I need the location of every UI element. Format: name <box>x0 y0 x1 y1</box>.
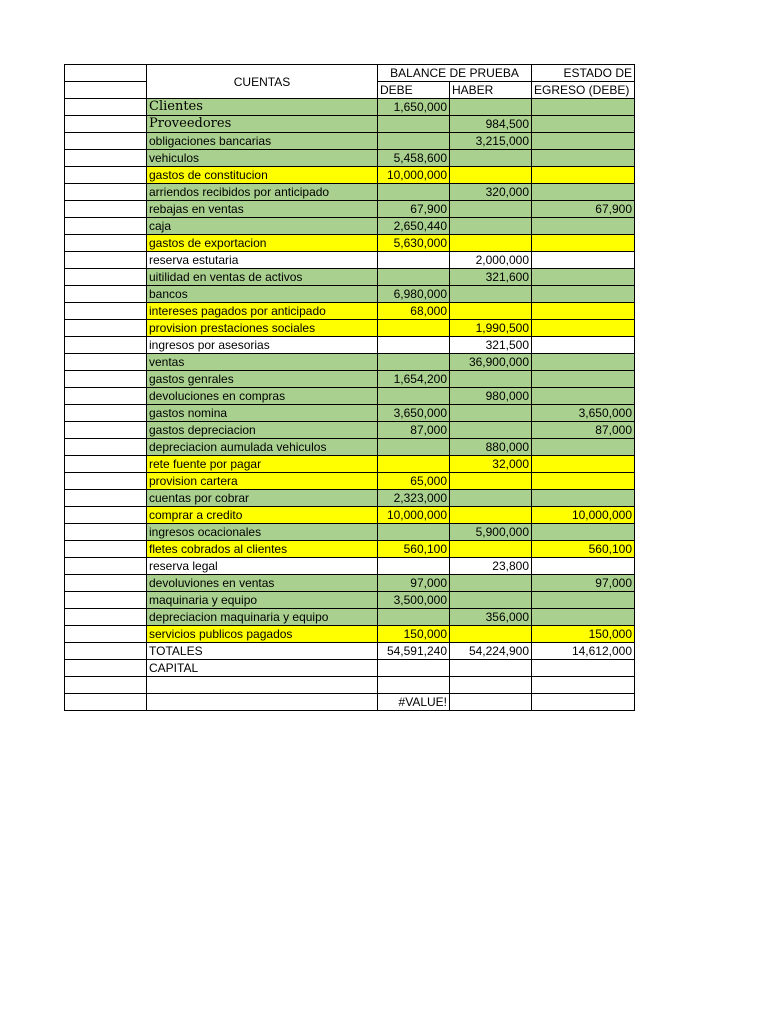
haber-cell[interactable]: 320,000 <box>450 184 532 201</box>
egreso-cell[interactable]: 10,000,000 <box>532 507 635 524</box>
cuenta-cell[interactable]: rete fuente por pagar <box>147 456 378 473</box>
haber-cell[interactable] <box>450 473 532 490</box>
cell-blank[interactable] <box>378 660 450 677</box>
cell-blank[interactable] <box>65 150 147 167</box>
egreso-cell[interactable] <box>532 524 635 541</box>
error-row <box>65 694 635 711</box>
debe-cell[interactable]: 150,000 <box>378 626 450 643</box>
haber-cell[interactable]: 321,600 <box>450 269 532 286</box>
cell-blank[interactable] <box>450 694 532 711</box>
egreso-cell[interactable] <box>532 167 635 184</box>
cuenta-cell[interactable]: caja <box>147 218 378 235</box>
cuenta-cell[interactable]: reserva estutaria <box>147 252 378 269</box>
table-row <box>65 354 635 371</box>
table-row <box>65 422 635 439</box>
table-row <box>65 252 635 269</box>
debe-cell[interactable]: 6,980,000 <box>378 286 450 303</box>
cuenta-cell[interactable]: gastos depreciacion <box>147 422 378 439</box>
table-row <box>65 218 635 235</box>
egreso-cell[interactable] <box>532 337 635 354</box>
cell-blank[interactable] <box>65 558 147 575</box>
cell-blank[interactable] <box>65 184 147 201</box>
cell-blank[interactable] <box>65 439 147 456</box>
cell-blank[interactable] <box>65 337 147 354</box>
header-row-1 <box>65 65 635 82</box>
cell-blank[interactable] <box>65 99 147 116</box>
cell-blank[interactable] <box>65 269 147 286</box>
debe-cell[interactable] <box>378 439 450 456</box>
debe-cell[interactable]: 67,900 <box>378 201 450 218</box>
cell-blank[interactable] <box>65 592 147 609</box>
debe-cell[interactable]: 1,654,200 <box>378 371 450 388</box>
debe-cell[interactable]: 2,323,000 <box>378 490 450 507</box>
debe-cell[interactable]: 3,650,000 <box>378 405 450 422</box>
debe-cell[interactable]: 97,000 <box>378 575 450 592</box>
cell-blank[interactable] <box>65 405 147 422</box>
egreso-cell[interactable]: 67,900 <box>532 201 635 218</box>
table-row <box>65 575 635 592</box>
haber-cell[interactable]: 356,000 <box>450 609 532 626</box>
table-row <box>65 201 635 218</box>
cell-blank[interactable] <box>65 473 147 490</box>
cuenta-cell[interactable]: ventas <box>147 354 378 371</box>
cuenta-cell[interactable]: depreciacion maquinaria y equipo <box>147 609 378 626</box>
cell-blank[interactable] <box>65 490 147 507</box>
egreso-cell[interactable] <box>532 116 635 133</box>
cell-blank[interactable] <box>65 133 147 150</box>
table-row <box>65 116 635 133</box>
cell-blank[interactable] <box>65 422 147 439</box>
debe-cell[interactable]: 10,000,000 <box>378 507 450 524</box>
capital-row <box>65 660 635 677</box>
haber-cell[interactable] <box>450 371 532 388</box>
table-row <box>65 133 635 150</box>
haber-cell[interactable] <box>450 167 532 184</box>
egreso-cell[interactable] <box>532 252 635 269</box>
egreso-cell[interactable] <box>532 218 635 235</box>
cuenta-cell[interactable]: depreciacion aumulada vehiculos <box>147 439 378 456</box>
cell-blank[interactable] <box>65 218 147 235</box>
debe-cell[interactable] <box>378 252 450 269</box>
debe-cell[interactable]: 5,630,000 <box>378 235 450 252</box>
egreso-cell[interactable]: 150,000 <box>532 626 635 643</box>
haber-cell[interactable] <box>450 626 532 643</box>
totals-label[interactable]: TOTALES <box>147 643 378 660</box>
egreso-cell[interactable] <box>532 235 635 252</box>
egreso-cell[interactable]: 97,000 <box>532 575 635 592</box>
table-row <box>65 320 635 337</box>
debe-cell[interactable]: 68,000 <box>378 303 450 320</box>
haber-cell[interactable]: 880,000 <box>450 439 532 456</box>
egreso-cell[interactable] <box>532 371 635 388</box>
debe-cell[interactable]: 87,000 <box>378 422 450 439</box>
egreso-cell[interactable] <box>532 133 635 150</box>
table-row <box>65 524 635 541</box>
cuenta-cell[interactable]: reserva legal <box>147 558 378 575</box>
table-row <box>65 558 635 575</box>
header-balance-de-prueba[interactable]: BALANCE DE PRUEBA <box>378 65 532 82</box>
cell-blank[interactable] <box>65 524 147 541</box>
haber-cell[interactable] <box>450 150 532 167</box>
egreso-cell[interactable] <box>532 99 635 116</box>
table-row <box>65 303 635 320</box>
egreso-cell[interactable]: 87,000 <box>532 422 635 439</box>
cell-blank[interactable] <box>65 456 147 473</box>
haber-cell[interactable]: 36,900,000 <box>450 354 532 371</box>
cuenta-cell[interactable]: uitilidad en ventas de activos <box>147 269 378 286</box>
cell-blank[interactable] <box>65 65 147 82</box>
table-row <box>65 473 635 490</box>
haber-cell[interactable] <box>450 592 532 609</box>
cell-blank[interactable] <box>532 694 635 711</box>
cell-blank[interactable] <box>450 660 532 677</box>
cuenta-cell[interactable]: gastos de constitucion <box>147 167 378 184</box>
haber-cell[interactable]: 3,215,000 <box>450 133 532 150</box>
cell-blank[interactable] <box>65 575 147 592</box>
cuenta-cell[interactable]: vehiculos <box>147 150 378 167</box>
cell-blank[interactable] <box>65 116 147 133</box>
debe-cell[interactable] <box>378 524 450 541</box>
table-row <box>65 609 635 626</box>
haber-cell[interactable] <box>450 405 532 422</box>
table-row <box>65 456 635 473</box>
egreso-cell[interactable] <box>532 609 635 626</box>
empty-row <box>65 677 635 694</box>
debe-cell[interactable] <box>378 116 450 133</box>
cell-blank[interactable] <box>532 677 635 694</box>
cuenta-cell[interactable]: gastos nomina <box>147 405 378 422</box>
table-row <box>65 150 635 167</box>
cuenta-cell[interactable]: ingresos ocacionales <box>147 524 378 541</box>
debe-cell[interactable] <box>378 388 450 405</box>
cuenta-cell[interactable]: devoluviones en ventas <box>147 575 378 592</box>
cell-blank[interactable] <box>65 541 147 558</box>
debe-cell[interactable]: 65,000 <box>378 473 450 490</box>
debe-cell[interactable]: 10,000,000 <box>378 167 450 184</box>
cell-blank[interactable] <box>65 252 147 269</box>
egreso-cell[interactable] <box>532 286 635 303</box>
egreso-cell[interactable] <box>532 558 635 575</box>
totals-debe[interactable]: 54,591,240 <box>378 643 450 660</box>
cell-blank[interactable] <box>65 235 147 252</box>
cuenta-cell[interactable]: rebajas en ventas <box>147 201 378 218</box>
haber-cell[interactable]: 980,000 <box>450 388 532 405</box>
egreso-cell[interactable] <box>532 354 635 371</box>
totals-egreso[interactable]: 14,612,000 <box>532 643 635 660</box>
haber-cell[interactable] <box>450 490 532 507</box>
cell-blank[interactable] <box>65 643 147 660</box>
cell-blank[interactable] <box>65 507 147 524</box>
cuenta-cell[interactable]: devoluciones en compras <box>147 388 378 405</box>
table-row <box>65 286 635 303</box>
egreso-cell[interactable] <box>532 184 635 201</box>
cell-blank[interactable] <box>65 354 147 371</box>
table-row <box>65 371 635 388</box>
cell-blank[interactable] <box>65 303 147 320</box>
debe-cell[interactable] <box>378 609 450 626</box>
cuenta-cell[interactable]: obligaciones bancarias <box>147 133 378 150</box>
egreso-cell[interactable]: 3,650,000 <box>532 405 635 422</box>
error-value-cell[interactable]: #VALUE! <box>378 694 450 711</box>
haber-cell[interactable]: 984,500 <box>450 116 532 133</box>
debe-cell[interactable]: 3,500,000 <box>378 592 450 609</box>
haber-cell[interactable] <box>450 286 532 303</box>
table-row <box>65 592 635 609</box>
haber-cell[interactable]: 32,000 <box>450 456 532 473</box>
cuenta-cell[interactable]: servicios publicos pagados <box>147 626 378 643</box>
haber-cell[interactable]: 5,900,000 <box>450 524 532 541</box>
cell-blank[interactable] <box>65 694 147 711</box>
debe-cell[interactable] <box>378 184 450 201</box>
debe-cell[interactable] <box>378 337 450 354</box>
totals-row <box>65 643 635 660</box>
cuenta-cell[interactable]: ingresos por asesorias <box>147 337 378 354</box>
cuenta-cell[interactable]: Proveedores <box>147 116 378 133</box>
cell-blank[interactable] <box>65 388 147 405</box>
haber-cell[interactable] <box>450 99 532 116</box>
spreadsheet-table <box>64 64 635 711</box>
debe-cell[interactable]: 560,100 <box>378 541 450 558</box>
haber-cell[interactable] <box>450 218 532 235</box>
cuenta-cell[interactable]: maquinaria y equipo <box>147 592 378 609</box>
egreso-cell[interactable] <box>532 490 635 507</box>
debe-cell[interactable] <box>378 558 450 575</box>
header-egreso-debe[interactable]: EGRESO (DEBE) <box>532 82 635 99</box>
table-row <box>65 269 635 286</box>
cell-blank[interactable] <box>450 677 532 694</box>
table-row <box>65 99 635 116</box>
cell-blank[interactable] <box>65 201 147 218</box>
cell-blank[interactable] <box>65 626 147 643</box>
cell-blank[interactable] <box>65 609 147 626</box>
cuenta-cell[interactable]: comprar a credito <box>147 507 378 524</box>
cell-blank[interactable] <box>65 320 147 337</box>
table-row <box>65 626 635 643</box>
debe-cell[interactable] <box>378 354 450 371</box>
haber-cell[interactable] <box>450 235 532 252</box>
table-row <box>65 388 635 405</box>
cell-blank[interactable] <box>65 660 147 677</box>
capital-label[interactable]: CAPITAL <box>147 660 378 677</box>
header-estado-de[interactable]: ESTADO DE <box>532 65 635 82</box>
cuenta-cell[interactable]: arriendos recibidos por anticipado <box>147 184 378 201</box>
egreso-cell[interactable] <box>532 303 635 320</box>
cuenta-cell[interactable]: provision cartera <box>147 473 378 490</box>
table-row <box>65 184 635 201</box>
haber-cell[interactable] <box>450 303 532 320</box>
egreso-cell[interactable] <box>532 320 635 337</box>
header-debe[interactable]: DEBE <box>378 82 450 99</box>
table-row <box>65 490 635 507</box>
table-row <box>65 541 635 558</box>
table-row <box>65 405 635 422</box>
cell-blank[interactable] <box>65 167 147 184</box>
header-cuentas[interactable]: CUENTAS <box>147 65 378 99</box>
haber-cell[interactable] <box>450 507 532 524</box>
egreso-cell[interactable] <box>532 473 635 490</box>
haber-cell[interactable] <box>450 541 532 558</box>
cuenta-cell[interactable]: Clientes <box>147 99 378 116</box>
table-row <box>65 167 635 184</box>
cell-blank[interactable] <box>532 660 635 677</box>
debe-cell[interactable] <box>378 133 450 150</box>
debe-cell[interactable]: 1,650,000 <box>378 99 450 116</box>
cell-blank[interactable] <box>147 694 378 711</box>
haber-cell[interactable] <box>450 422 532 439</box>
totals-haber[interactable]: 54,224,900 <box>450 643 532 660</box>
egreso-cell[interactable] <box>532 269 635 286</box>
table-row <box>65 439 635 456</box>
egreso-cell[interactable] <box>532 592 635 609</box>
cuenta-cell[interactable]: provision prestaciones sociales <box>147 320 378 337</box>
cuenta-cell[interactable]: intereses pagados por anticipado <box>147 303 378 320</box>
cuenta-cell[interactable]: cuentas por cobrar <box>147 490 378 507</box>
cell-blank[interactable] <box>65 82 147 99</box>
cuenta-cell[interactable]: fletes cobrados al clientes <box>147 541 378 558</box>
haber-cell[interactable]: 321,500 <box>450 337 532 354</box>
haber-cell[interactable]: 1,990,500 <box>450 320 532 337</box>
cell-blank[interactable] <box>378 677 450 694</box>
table-row <box>65 337 635 354</box>
cell-blank[interactable] <box>65 371 147 388</box>
cell-blank[interactable] <box>65 286 147 303</box>
debe-cell[interactable] <box>378 320 450 337</box>
debe-cell[interactable] <box>378 456 450 473</box>
haber-cell[interactable] <box>450 201 532 218</box>
debe-cell[interactable] <box>378 269 450 286</box>
haber-cell[interactable]: 23,800 <box>450 558 532 575</box>
cell-blank[interactable] <box>147 677 378 694</box>
egreso-cell[interactable] <box>532 388 635 405</box>
cuenta-cell[interactable]: gastos genrales <box>147 371 378 388</box>
cell-blank[interactable] <box>65 677 147 694</box>
debe-cell[interactable]: 5,458,600 <box>378 150 450 167</box>
debe-cell[interactable]: 2,650,440 <box>378 218 450 235</box>
egreso-cell[interactable]: 560,100 <box>532 541 635 558</box>
haber-cell[interactable]: 2,000,000 <box>450 252 532 269</box>
cuenta-cell[interactable]: gastos de exportacion <box>147 235 378 252</box>
egreso-cell[interactable] <box>532 439 635 456</box>
egreso-cell[interactable] <box>532 456 635 473</box>
egreso-cell[interactable] <box>532 150 635 167</box>
cuenta-cell[interactable]: bancos <box>147 286 378 303</box>
table-row <box>65 235 635 252</box>
table-row <box>65 507 635 524</box>
haber-cell[interactable] <box>450 575 532 592</box>
header-haber[interactable]: HABER <box>450 82 532 99</box>
